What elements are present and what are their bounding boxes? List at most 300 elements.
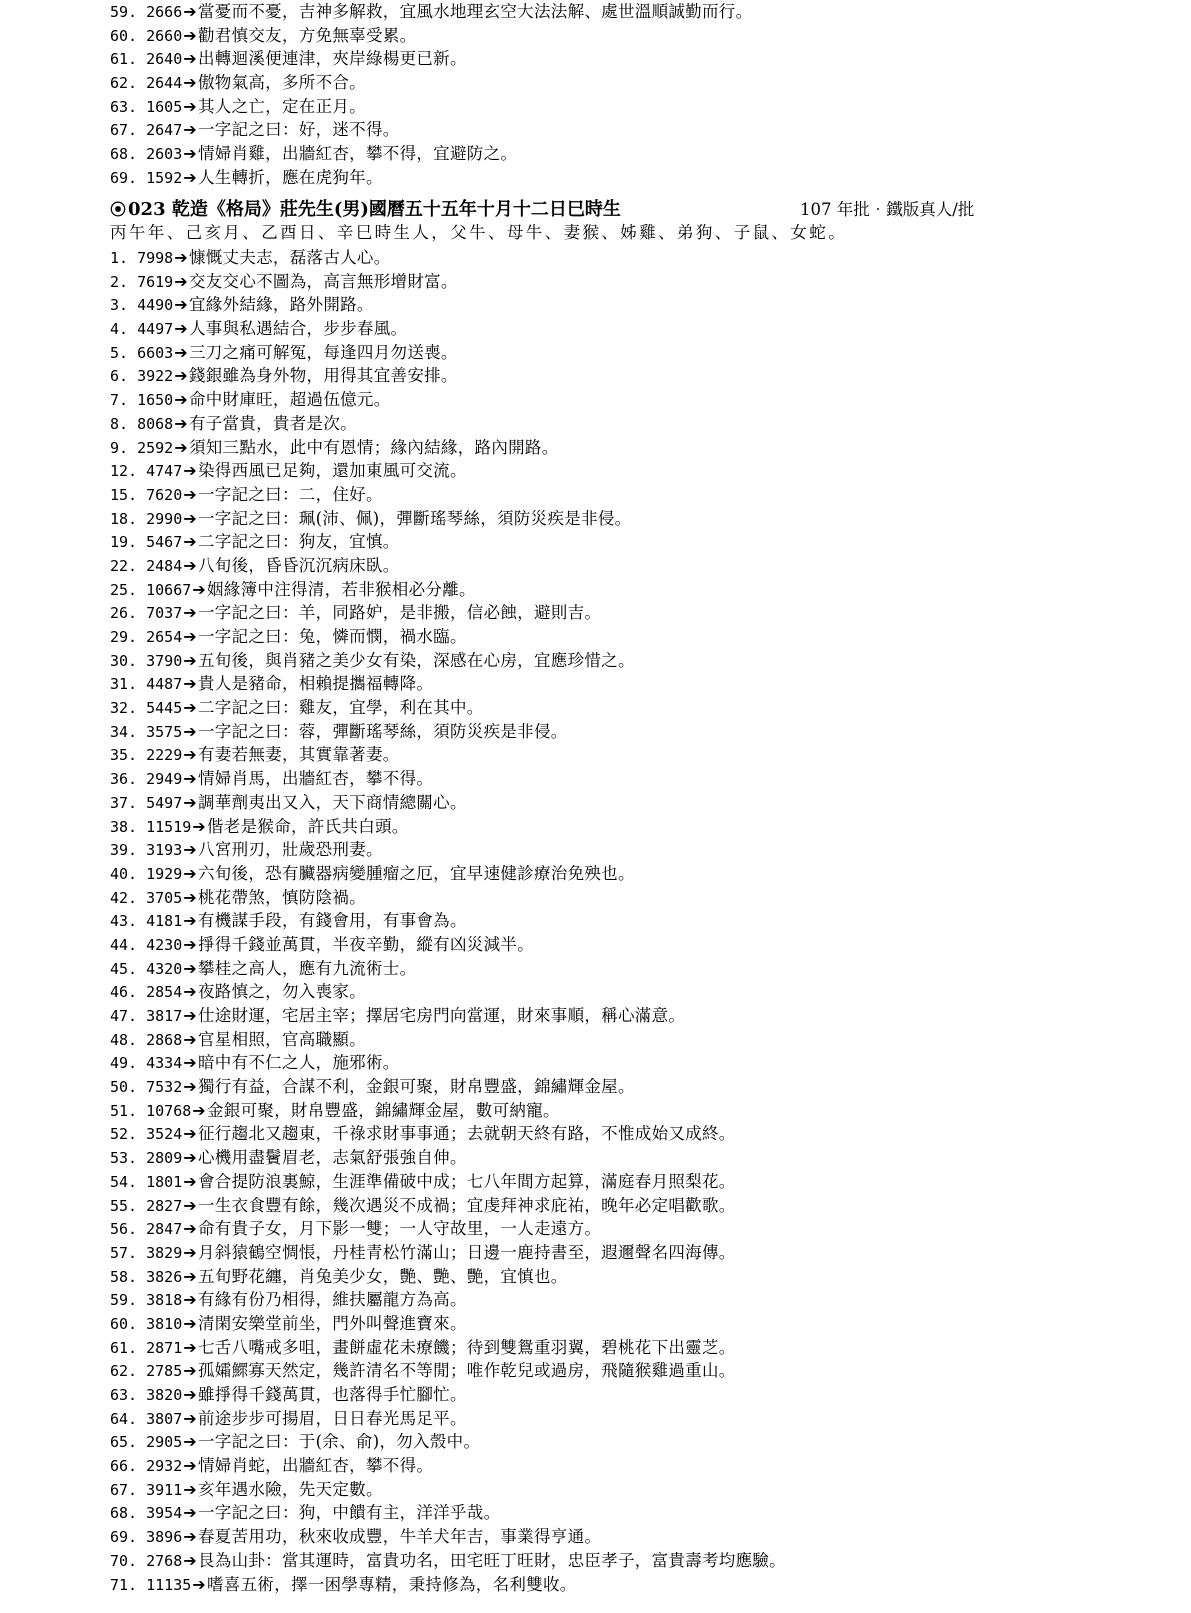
- arrow-icon: ➔: [174, 437, 188, 457]
- arrow-icon: ➔: [183, 698, 197, 718]
- list-item: [110, 1573, 1110, 1597]
- list-item: [110, 672, 1110, 696]
- item-code: 4747: [137, 462, 183, 481]
- item-text: 孤孀鰥寡天然定，幾許清名不等閒；唯作乾兒或過房，飛隨猴雞過重山。: [197, 1361, 736, 1381]
- item-number: 62.: [110, 1362, 138, 1381]
- list-item: [110, 980, 1110, 1004]
- item-number: 8.: [110, 414, 129, 433]
- item-number: 60.: [110, 1314, 138, 1333]
- item-number: 66.: [110, 1457, 138, 1476]
- item-number: 36.: [110, 770, 138, 789]
- item-code: 11519: [137, 817, 192, 836]
- item-code: 4490: [128, 296, 174, 315]
- item-code: 2592: [128, 438, 174, 457]
- arrow-icon: ➔: [174, 342, 188, 362]
- item-number: 3.: [110, 296, 129, 315]
- arrow-icon: ➔: [192, 1574, 206, 1594]
- list-item: [110, 791, 1110, 815]
- item-text: 情婦肖雞，出牆紅杏，攀不得，宜避防之。: [197, 144, 518, 164]
- item-number: 37.: [110, 793, 138, 812]
- item-code: 2868: [137, 1030, 183, 1049]
- list-item: [110, 341, 1110, 365]
- arrow-icon: ➔: [183, 1408, 197, 1428]
- list-item: [110, 1549, 1110, 1573]
- arrow-icon: ➔: [183, 1456, 197, 1476]
- list-item: [110, 1336, 1110, 1360]
- item-text: 勸君慎交友，方免無辜受累。: [197, 25, 417, 45]
- item-number: 69.: [110, 1528, 138, 1547]
- arrow-icon: ➔: [183, 863, 197, 883]
- list-item: [110, 293, 1110, 317]
- list-item: [110, 1383, 1110, 1407]
- item-number: 59.: [110, 3, 138, 21]
- list-item: [110, 270, 1110, 294]
- item-number: 51.: [110, 1101, 138, 1120]
- item-code: 3896: [137, 1528, 183, 1547]
- arrow-icon: ➔: [183, 1313, 197, 1333]
- arrow-icon: ➔: [183, 1479, 197, 1499]
- item-number: 67.: [110, 1480, 138, 1499]
- item-number: 15.: [110, 485, 138, 504]
- item-number: 38.: [110, 817, 138, 836]
- item-number: 12.: [110, 462, 138, 481]
- arrow-icon: ➔: [183, 167, 197, 187]
- item-text: 雖掙得千錢萬貫，也落得手忙腳忙。: [197, 1385, 467, 1404]
- item-code: 7619: [128, 272, 174, 291]
- list-item: [110, 483, 1110, 507]
- list-item: [110, 118, 1110, 142]
- item-number: 63.: [110, 97, 138, 116]
- list-item: [110, 1146, 1110, 1170]
- item-number: 47.: [110, 1007, 138, 1025]
- item-code: 3524: [137, 1125, 183, 1144]
- item-text: 一字記之曰：狗，中饋有主，洋洋乎哉。: [197, 1503, 501, 1523]
- item-number: 68.: [110, 145, 138, 164]
- list-item: [110, 1075, 1110, 1099]
- item-text: 桃花帶煞，慎防陰禍。: [197, 887, 366, 907]
- arrow-icon: ➔: [183, 120, 197, 140]
- arrow-icon: ➔: [183, 484, 197, 504]
- item-code: 7037: [137, 604, 183, 623]
- list-item: [110, 933, 1110, 957]
- item-number: 61.: [110, 1338, 138, 1357]
- list-item: [110, 1028, 1110, 1052]
- list-item: [110, 1312, 1110, 1336]
- item-number: 32.: [110, 699, 138, 718]
- list-item: [110, 1122, 1110, 1146]
- item-code: 10768: [137, 1101, 192, 1120]
- case-note: 107 年批‧鐵版真人/批: [800, 200, 975, 219]
- item-number: 68.: [110, 1504, 138, 1523]
- list-item: [110, 1265, 1110, 1289]
- arrow-icon: ➔: [183, 1503, 197, 1523]
- list-item: [110, 720, 1110, 744]
- arrow-icon: ➔: [183, 1361, 197, 1381]
- item-code: 2647: [137, 121, 183, 140]
- list-item: [110, 0, 1110, 24]
- item-text: 清閑安樂堂前坐，門外叫聲進寶來。: [197, 1313, 467, 1333]
- item-number: 4.: [110, 320, 129, 339]
- item-code: 3807: [137, 1409, 183, 1428]
- list-item: [110, 142, 1110, 166]
- item-code: 5497: [137, 793, 183, 812]
- arrow-icon: ➔: [174, 366, 188, 386]
- item-text: 春夏苦用功，秋來收成豐，牛羊犬年吉，事業得亨通。: [197, 1527, 602, 1547]
- item-code: 4334: [137, 1054, 183, 1073]
- arrow-icon: ➔: [183, 769, 197, 789]
- item-text: 掙得千錢並萬貫，半夜辛勤，縱有凶災減半。: [197, 934, 534, 954]
- item-text: 月斜猿鶴空惆悵，丹桂青松竹滿山；日邊一鹿持書至，遐邇聲名四海傳。: [197, 1242, 736, 1262]
- main-entries-list: [110, 246, 1110, 1596]
- item-code: 3705: [137, 888, 183, 907]
- item-text: 一字記之曰：于(余、俞)，勿入殼中。: [197, 1432, 481, 1452]
- item-number: 63.: [110, 1386, 138, 1404]
- list-item: [110, 957, 1110, 981]
- item-code: 3575: [137, 722, 183, 741]
- item-code: 7532: [137, 1078, 183, 1097]
- list-item: [110, 95, 1110, 119]
- item-number: 67.: [110, 121, 138, 140]
- list-item: [110, 530, 1110, 554]
- list-item: [110, 767, 1110, 791]
- item-text: 命中財庫旺，超過伍億元。: [188, 390, 391, 410]
- item-code: 3911: [137, 1480, 183, 1499]
- list-item: [110, 1051, 1110, 1075]
- item-text: 一生衣食豐有餘，幾次遇災不成禍；宜虔拜神求庇祐，晚年必定唱歡歌。: [197, 1195, 736, 1215]
- item-text: 當憂而不憂，吉神多解救，宜風水地理玄空大法法解、處世溫順誠勤而行。: [197, 2, 753, 21]
- item-number: 6.: [110, 367, 129, 386]
- item-code: 1650: [128, 391, 174, 410]
- item-code: 3810: [137, 1314, 183, 1333]
- arrow-icon: ➔: [183, 1527, 197, 1547]
- arrow-icon: ➔: [192, 579, 206, 599]
- item-text: 夜路慎之，勿入喪家。: [197, 982, 366, 1002]
- item-code: 2785: [137, 1362, 183, 1381]
- item-text: 人事與私遇結合，步步春風。: [188, 319, 408, 339]
- list-item: [110, 815, 1110, 839]
- item-text: 一字記之曰：羊，同路妒，是非搬，信必蝕，避則吉。: [197, 603, 602, 623]
- item-text: 錢銀雖為身外物，用得其宜善安排。: [188, 366, 458, 386]
- arrow-icon: ➔: [183, 1124, 197, 1144]
- item-number: 69.: [110, 168, 138, 187]
- arrow-icon: ➔: [183, 1266, 197, 1286]
- item-number: 39.: [110, 841, 138, 860]
- item-code: 4181: [137, 912, 183, 931]
- arrow-icon: ➔: [183, 911, 197, 931]
- item-code: 4230: [137, 935, 183, 954]
- list-item: [110, 554, 1110, 578]
- arrow-icon: ➔: [183, 1432, 197, 1452]
- item-text: 一字記之曰：蓉，彈斷瑤琴絲，須防災疾是非侵。: [197, 721, 568, 741]
- item-number: 48.: [110, 1030, 138, 1049]
- item-number: 55.: [110, 1196, 138, 1215]
- item-code: 4320: [137, 959, 183, 978]
- arrow-icon: ➔: [183, 144, 197, 164]
- item-number: 18.: [110, 509, 138, 528]
- item-text: 偕老是猴命，許氏共白頭。: [207, 816, 409, 836]
- arrow-icon: ➔: [183, 721, 197, 741]
- arrow-icon: ➔: [183, 745, 197, 765]
- item-number: 54.: [110, 1172, 138, 1191]
- item-number: 25.: [110, 580, 138, 599]
- list-item: [110, 71, 1110, 95]
- item-text: 一字記之曰：兔，憐而憫，禍水臨。: [197, 627, 467, 646]
- arrow-icon: ➔: [183, 532, 197, 552]
- item-text: 會合提防浪裏鯨，生涯準備破中成；七八年間方起算，滿庭春月照梨花。: [197, 1171, 736, 1191]
- item-text: 金銀可聚，財帛豐盛，錦繡輝金屋，數可納寵。: [207, 1100, 560, 1120]
- item-text: 前途步步可揚眉，日日春光馬足平。: [197, 1408, 467, 1428]
- item-code: 2229: [137, 746, 183, 765]
- item-number: 64.: [110, 1409, 138, 1428]
- item-code: 2949: [137, 770, 183, 789]
- list-item: [110, 696, 1110, 720]
- item-text: 交友交心不圖為，高言無形增財富。: [188, 271, 458, 291]
- item-number: 34.: [110, 722, 138, 741]
- list-item: [110, 1241, 1110, 1265]
- item-text: 慷慨丈夫志，磊落古人心。: [188, 248, 391, 267]
- item-code: 3820: [137, 1386, 183, 1404]
- item-code: 3818: [137, 1291, 183, 1310]
- list-item: [110, 166, 1110, 190]
- list-item: [110, 317, 1110, 341]
- item-code: 2854: [137, 983, 183, 1002]
- arrow-icon: ➔: [183, 2, 197, 21]
- list-item: [110, 507, 1110, 531]
- item-code: 2768: [137, 1551, 183, 1570]
- item-code: 7620: [137, 485, 183, 504]
- arrow-icon: ➔: [174, 295, 188, 315]
- arrow-icon: ➔: [183, 49, 197, 69]
- bullet-icon: ⦿: [110, 200, 127, 219]
- item-number: 1.: [110, 249, 129, 267]
- arrow-icon: ➔: [183, 840, 197, 860]
- arrow-icon: ➔: [183, 1337, 197, 1357]
- list-item: [110, 364, 1110, 388]
- item-text: 八宮刑刃，壯歲恐刑妻。: [197, 840, 383, 860]
- item-text: 姻緣簿中注得清，若非猴相必分離。: [207, 579, 476, 599]
- item-code: 2990: [137, 509, 183, 528]
- arrow-icon: ➔: [183, 650, 197, 670]
- item-code: 1592: [137, 168, 183, 187]
- item-text: 人生轉折，應在虎狗年。: [197, 167, 383, 187]
- arrow-icon: ➔: [183, 1195, 197, 1215]
- item-code: 2484: [137, 556, 183, 575]
- list-item: [110, 1525, 1110, 1549]
- list-item: [110, 436, 1110, 460]
- item-text: 五旬野花纏，肖兔美少女，艷、艷、艷，宜慎也。: [197, 1266, 568, 1286]
- item-code: 3790: [137, 651, 183, 670]
- arrow-icon: ➔: [183, 25, 197, 45]
- item-code: 2666: [137, 3, 183, 21]
- item-number: 52.: [110, 1125, 138, 1144]
- item-number: 59.: [110, 1291, 138, 1310]
- item-text: 情婦肖蛇，出牆紅杏，攀不得。: [197, 1456, 434, 1476]
- list-item: [110, 886, 1110, 910]
- list-item: [110, 1170, 1110, 1194]
- arrow-icon: ➔: [183, 96, 197, 116]
- item-number: 45.: [110, 959, 138, 978]
- item-code: 8068: [128, 414, 174, 433]
- arrow-icon: ➔: [183, 1171, 197, 1191]
- item-text: 艮為山卦：當其運時，富貴功名，田宅旺丁旺財，忠臣孝子，富貴壽考均應驗。: [197, 1550, 786, 1570]
- item-text: 一字記之曰：二，住好。: [197, 484, 383, 504]
- item-code: 11135: [137, 1575, 192, 1594]
- list-item: [110, 1194, 1110, 1218]
- item-code: 6603: [128, 343, 174, 362]
- item-number: 50.: [110, 1078, 138, 1097]
- item-text: 有子當貴，貴者是次。: [188, 413, 357, 433]
- item-code: 2640: [137, 50, 183, 69]
- item-text: 仕途財運，宅居主宰；擇居宅房門向當運，財來事順，稱心滿意。: [197, 1006, 686, 1025]
- item-number: 65.: [110, 1433, 138, 1452]
- item-number: 49.: [110, 1054, 138, 1073]
- item-code: 3193: [137, 841, 183, 860]
- arrow-icon: ➔: [174, 319, 188, 339]
- item-code: 1801: [137, 1172, 183, 1191]
- item-text: 官星相照，官高職顯。: [197, 1029, 366, 1049]
- item-code: 10667: [137, 580, 192, 599]
- list-item: [110, 388, 1110, 412]
- item-text: 嗜喜五術，擇一困學專精，秉持修為，名利雙收。: [207, 1574, 577, 1594]
- case-heading: [110, 197, 1010, 223]
- item-code: 4497: [128, 320, 174, 339]
- list-item: [110, 1407, 1110, 1431]
- list-item: [110, 578, 1110, 602]
- item-text: 有緣有份乃相得，維扶屬龍方為高。: [197, 1290, 467, 1310]
- arrow-icon: ➔: [183, 958, 197, 978]
- item-number: 30.: [110, 651, 138, 670]
- list-item: [110, 1099, 1110, 1123]
- item-text: 六旬後，恐有臟器病變腫瘤之厄，宜早速健診療治免殃也。: [197, 863, 635, 883]
- item-number: 71.: [110, 1575, 138, 1594]
- item-number: 26.: [110, 604, 138, 623]
- list-item: [110, 1217, 1110, 1241]
- top-entries-list: [110, 0, 1110, 190]
- item-code: 2654: [137, 628, 183, 646]
- arrow-icon: ➔: [183, 1006, 197, 1025]
- item-number: 5.: [110, 343, 129, 362]
- arrow-icon: ➔: [183, 508, 197, 528]
- item-code: 2871: [137, 1338, 183, 1357]
- arrow-icon: ➔: [174, 248, 188, 267]
- item-number: 22.: [110, 556, 138, 575]
- list-item: [110, 862, 1110, 886]
- item-code: 3829: [137, 1243, 183, 1262]
- item-text: 宜緣外結緣，路外開路。: [188, 295, 374, 315]
- item-code: 2847: [137, 1220, 183, 1239]
- item-number: 56.: [110, 1220, 138, 1239]
- item-code: 1605: [137, 97, 183, 116]
- item-code: 2644: [137, 74, 183, 93]
- item-code: 2809: [137, 1149, 183, 1168]
- item-text: 心機用盡鬢眉老，志氣舒張強自伸。: [197, 1148, 467, 1168]
- item-code: 3826: [137, 1267, 183, 1286]
- arrow-icon: ➔: [183, 1053, 197, 1073]
- list-item: [110, 909, 1110, 933]
- list-item: [110, 1004, 1110, 1028]
- item-text: 有機謀手段，有錢會用，有事會為。: [197, 911, 467, 931]
- item-number: 53.: [110, 1149, 138, 1168]
- item-text: 征行趨北又趨東，千祿求財事事通；去就朝天終有路，不惟成始又成終。: [197, 1124, 736, 1144]
- arrow-icon: ➔: [183, 1077, 197, 1097]
- item-number: 7.: [110, 391, 129, 410]
- arrow-icon: ➔: [183, 461, 197, 481]
- list-item: [110, 47, 1110, 71]
- list-item: [110, 246, 1110, 270]
- item-number: 31.: [110, 675, 138, 694]
- item-code: 3922: [128, 367, 174, 386]
- item-text: 暗中有不仁之人，施邪術。: [197, 1053, 400, 1073]
- item-number: 58.: [110, 1267, 138, 1286]
- item-code: 2932: [137, 1457, 183, 1476]
- item-number: 62.: [110, 74, 138, 93]
- item-number: 61.: [110, 50, 138, 69]
- item-code: 3954: [137, 1504, 183, 1523]
- arrow-icon: ➔: [183, 1242, 197, 1262]
- list-item: [110, 412, 1110, 436]
- arrow-icon: ➔: [183, 555, 197, 575]
- arrow-icon: ➔: [183, 792, 197, 812]
- family-line: 丙午年、己亥月、乙酉日、辛巳時生人，父牛、母牛、妻猴、姊雞、弟狗、子鼠、女蛇。: [110, 223, 848, 242]
- item-text: 五旬後，與肖豬之美少女有染，深感在心房，宜應珍惜之。: [197, 650, 635, 670]
- item-text: 攀桂之高人，應有九流術士。: [197, 958, 417, 978]
- item-code: 4487: [137, 675, 183, 694]
- item-text: 有妻若無妻，其實靠著妻。: [197, 745, 400, 765]
- arrow-icon: ➔: [183, 982, 197, 1002]
- item-code: 3817: [137, 1007, 183, 1025]
- item-text: 二字記之曰：雞友，宜學，利在其中。: [197, 698, 484, 718]
- arrow-icon: ➔: [174, 390, 188, 410]
- item-text: 染得西風已足夠，還加東風可交流。: [197, 461, 467, 481]
- item-text: 出轉迴溪便連津，夾岸綠楊更已新。: [197, 49, 467, 69]
- arrow-icon: ➔: [192, 1100, 206, 1120]
- item-code: 5445: [137, 699, 183, 718]
- arrow-icon: ➔: [174, 413, 188, 433]
- list-item: [110, 1478, 1110, 1502]
- list-item: [110, 601, 1110, 625]
- item-number: 60.: [110, 26, 138, 45]
- item-number: 2.: [110, 272, 129, 291]
- item-code: 2660: [137, 26, 183, 45]
- arrow-icon: ➔: [174, 271, 188, 291]
- item-text: 二字記之曰：狗友，宜慎。: [197, 532, 400, 552]
- item-text: 其人之亡，定在正月。: [197, 96, 366, 116]
- item-number: 70.: [110, 1551, 138, 1570]
- arrow-icon: ➔: [192, 816, 206, 836]
- arrow-icon: ➔: [183, 1148, 197, 1168]
- arrow-icon: ➔: [183, 1550, 197, 1570]
- item-code: 5467: [137, 533, 183, 552]
- list-item: [110, 459, 1110, 483]
- list-item: [110, 1454, 1110, 1478]
- item-number: 43.: [110, 912, 138, 931]
- arrow-icon: ➔: [183, 627, 197, 646]
- item-code: 2905: [137, 1433, 183, 1452]
- item-text: 一字記之曰：珮(沛、佩)，彈斷瑤琴絲，須防災疾是非侵。: [197, 508, 632, 528]
- item-number: 42.: [110, 888, 138, 907]
- case-title: 023 乾造《格局》莊先生(男)國曆五十五年十月十二日巳時生: [128, 199, 621, 220]
- item-text: 三刀之痛可解冤，每逢四月勿送喪。: [188, 342, 458, 362]
- item-text: 須知三點水，此中有恩情；緣內結緣，路內開路。: [188, 437, 559, 457]
- list-item: [110, 743, 1110, 767]
- item-text: 七舌八嘴戒多咀，畫餅虛花未療饑；待到雙鴛重羽翼，碧桃花下出靈芝。: [197, 1337, 736, 1357]
- list-item: [110, 838, 1110, 862]
- item-number: 19.: [110, 533, 138, 552]
- item-number: 40.: [110, 864, 138, 883]
- arrow-icon: ➔: [183, 1385, 197, 1404]
- item-code: 7998: [128, 249, 174, 267]
- list-item: [110, 1288, 1110, 1312]
